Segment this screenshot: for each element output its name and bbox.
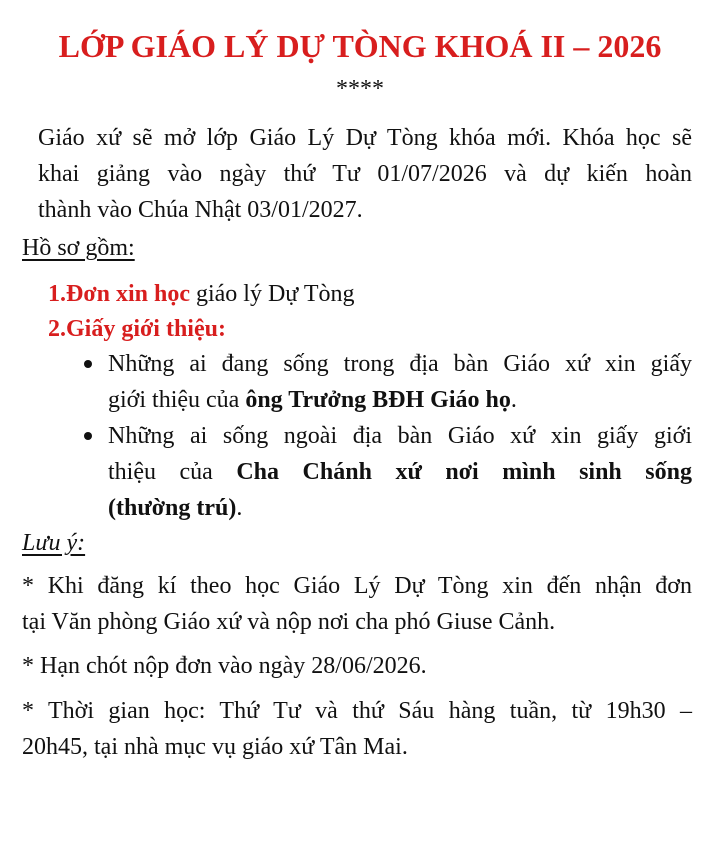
bullet-text: [108, 346, 692, 418]
note-line: * Thời gian học: Thứ Tư và thứ Sáu hàng tuần, từ 19h30 –: [22, 698, 692, 724]
document-item-application: [48, 278, 355, 310]
bullet-text: [108, 418, 692, 526]
item-number: 1.: [48, 281, 66, 307]
bullet-text-part: giới thiệu của: [108, 387, 246, 413]
item-bold-label: Giấy giới thiệu:: [66, 316, 226, 342]
bullet-item-outside-parish: [82, 418, 692, 526]
document-title: LỚP GIÁO LÝ DỰ TÒNG KHOÁ II – 2026: [58, 28, 662, 64]
bullet-line: [108, 490, 692, 526]
bullet-line: Những ai đang sống trong địa bàn Giáo xứ xin giấy: [108, 351, 692, 377]
note-registration: [22, 568, 692, 640]
bullet-line: Những ai sống ngoài địa bàn Giáo xứ xin giấy giới: [108, 423, 692, 449]
bullet-item-inside-parish: [82, 346, 692, 418]
item-text: giáo lý Dự Tòng: [189, 281, 355, 307]
note-line: * Hạn chót nộp đơn vào ngày 28/06/2026.: [22, 653, 427, 679]
item-number: 2.: [48, 316, 66, 342]
bullet-bold-part: (thường trú): [108, 495, 237, 521]
bullet-bold-part: Cha Chánh xứ nơi mình sinh sống: [236, 459, 692, 485]
note-line: 20h45, tại nhà mục vụ giáo xứ Tân Mai.: [22, 734, 408, 760]
bullet-bold-part: ông Trưởng BĐH Giáo họ: [245, 387, 511, 413]
documents-heading: Hồ sơ gồm:: [22, 235, 135, 261]
bullet-text-part: thiệu của: [108, 459, 237, 485]
bullet-text-part: .: [510, 387, 517, 413]
item-bold-label: Đơn xin học: [66, 281, 190, 307]
intro-line: thành vào Chúa Nhật 03/01/2027.: [38, 197, 363, 223]
note-line: * Khi đăng kí theo học Giáo Lý Dự Tòng xin đến nhận đơn: [22, 573, 692, 599]
intro-line: khai giảng vào ngày thứ Tư 01/07/2026 và dự kiến hoàn: [38, 161, 692, 187]
note-line: tại Văn phòng Giáo xứ và nộp nơi cha phó Giuse Cảnh.: [22, 609, 556, 635]
bullet-line: [108, 454, 692, 490]
bullet-line: [108, 382, 692, 418]
note-schedule: [22, 693, 692, 765]
title-separator: ****: [336, 76, 384, 102]
bullet-text-part: .: [236, 495, 243, 521]
intro-paragraph: [38, 120, 692, 228]
notes-heading: Lưu ý:: [22, 530, 86, 556]
note-deadline: [22, 648, 692, 684]
document-item-referral: [48, 313, 226, 345]
intro-line: Giáo xứ sẽ mở lớp Giáo Lý Dự Tòng khóa mới. Khóa học sẽ: [38, 125, 692, 151]
